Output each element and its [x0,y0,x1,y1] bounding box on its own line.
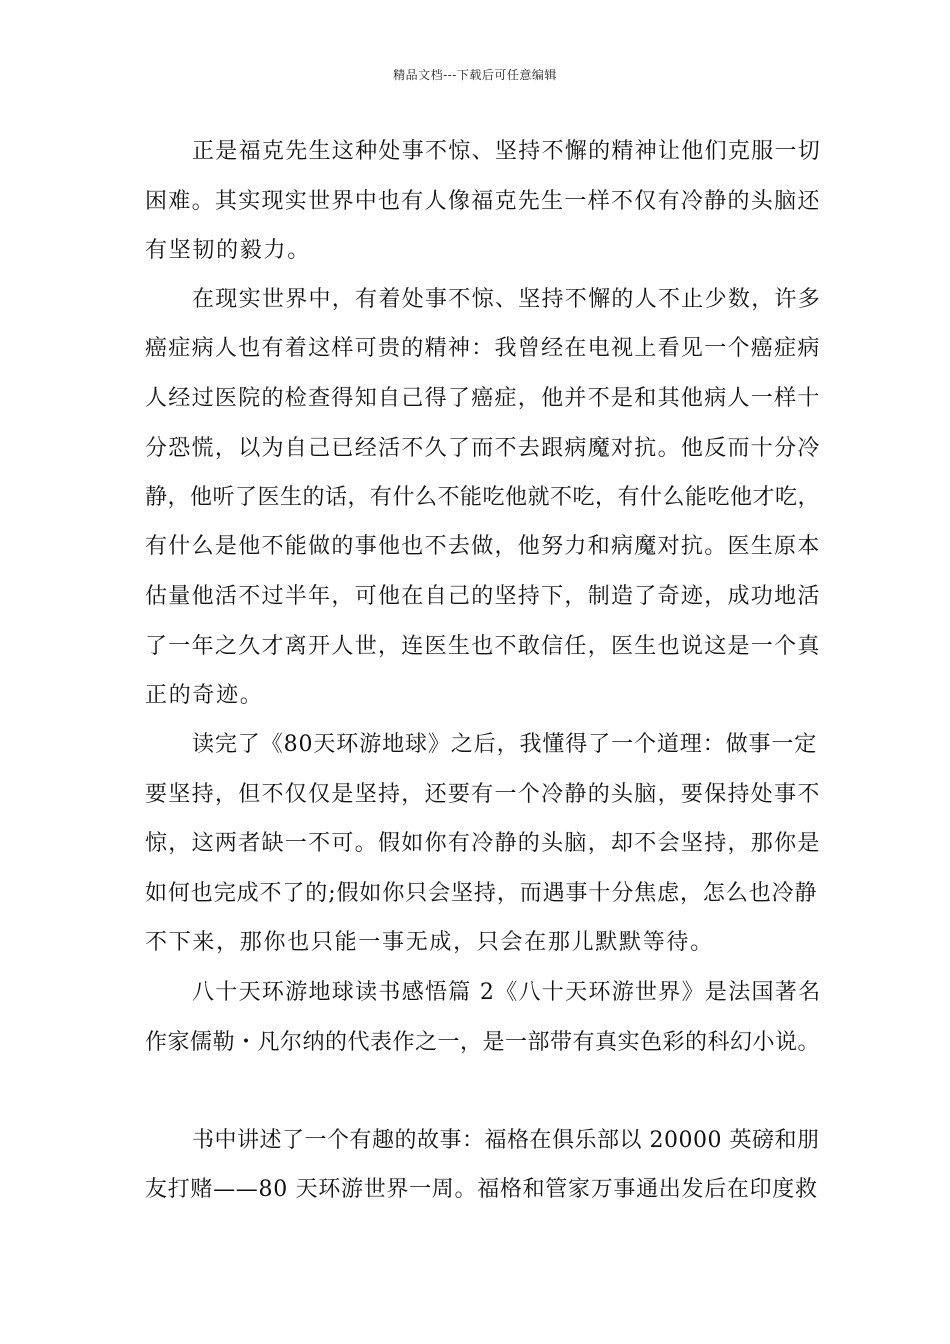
text-line: 惊，这两者缺一不可。假如你有冷静的头脑，却不会坚持，那你是 [145,831,821,856]
text-line: 不下来，那你也只能一事无成，只会在那儿默默等待。 [145,930,714,955]
text-line: 估量他活不过半年，可他在自己的坚持下，制造了奇迹，成功地活 [145,584,821,609]
text-line: 书中讲述了一个有趣的故事：福格在俱乐部以 20000 英磅和朋 [192,1128,820,1153]
text-line: 友打赌——80 天环游世界一周。福格和管家万事通出发后在印度救 [145,1177,818,1202]
page-header: 精品文档---下载后可任意编辑 [393,68,557,82]
text-line: 要坚持，但不仅仅是坚持，还要有一个冷静的头脑，要保持处事不 [145,782,821,807]
text-line: 有坚韧的毅力。 [145,238,311,263]
text-line: 分恐慌，以为自己已经活不久了而不去跟病魔对抗。他反而十分冷 [145,436,821,461]
text-line: 有什么是他不能做的事他也不去做，他努力和病魔对抗。医生原本 [145,534,821,559]
text-line: 在现实世界中，有着处事不惊、坚持不懈的人不止少数，许多 [192,287,822,312]
text-line: 人经过医院的检查得知自己得了癌症，他并不是和其他病人一样十 [145,386,821,411]
text-line: 正是福克先生这种处事不惊、坚持不懈的精神让他们克服一切 [192,139,822,164]
text-line: 了一年之久才离开人世，连医生也不敢信任，医生也说这是一个真 [145,634,821,659]
text-line: 如何也完成不了的;假如你只会坚持，而遇事十分焦虑，怎么也冷静 [145,881,818,906]
text-line: 八十天环游地球读书感悟篇 2《八十天环游世界》是法国著名 [192,980,822,1005]
text-line: 静，他听了医生的话，有什么不能吃他就不吃，有什么能吃他才吃， [145,485,821,510]
text-line: 读完了《80天环游地球》之后，我懂得了一个道理：做事一定 [192,732,818,757]
text-line: 作家儒勒・凡尔纳的代表作之一，是一部带有真实色彩的科幻小说。 [145,1030,821,1055]
text-line: 癌症病人也有着这样可贵的精神：我曾经在电视上看见一个癌症病 [145,336,821,361]
text-line: 困难。其实现实世界中也有人像福克先生一样不仅有冷静的头脑还 [145,189,821,214]
text-line: 正的奇迹。 [145,683,264,708]
